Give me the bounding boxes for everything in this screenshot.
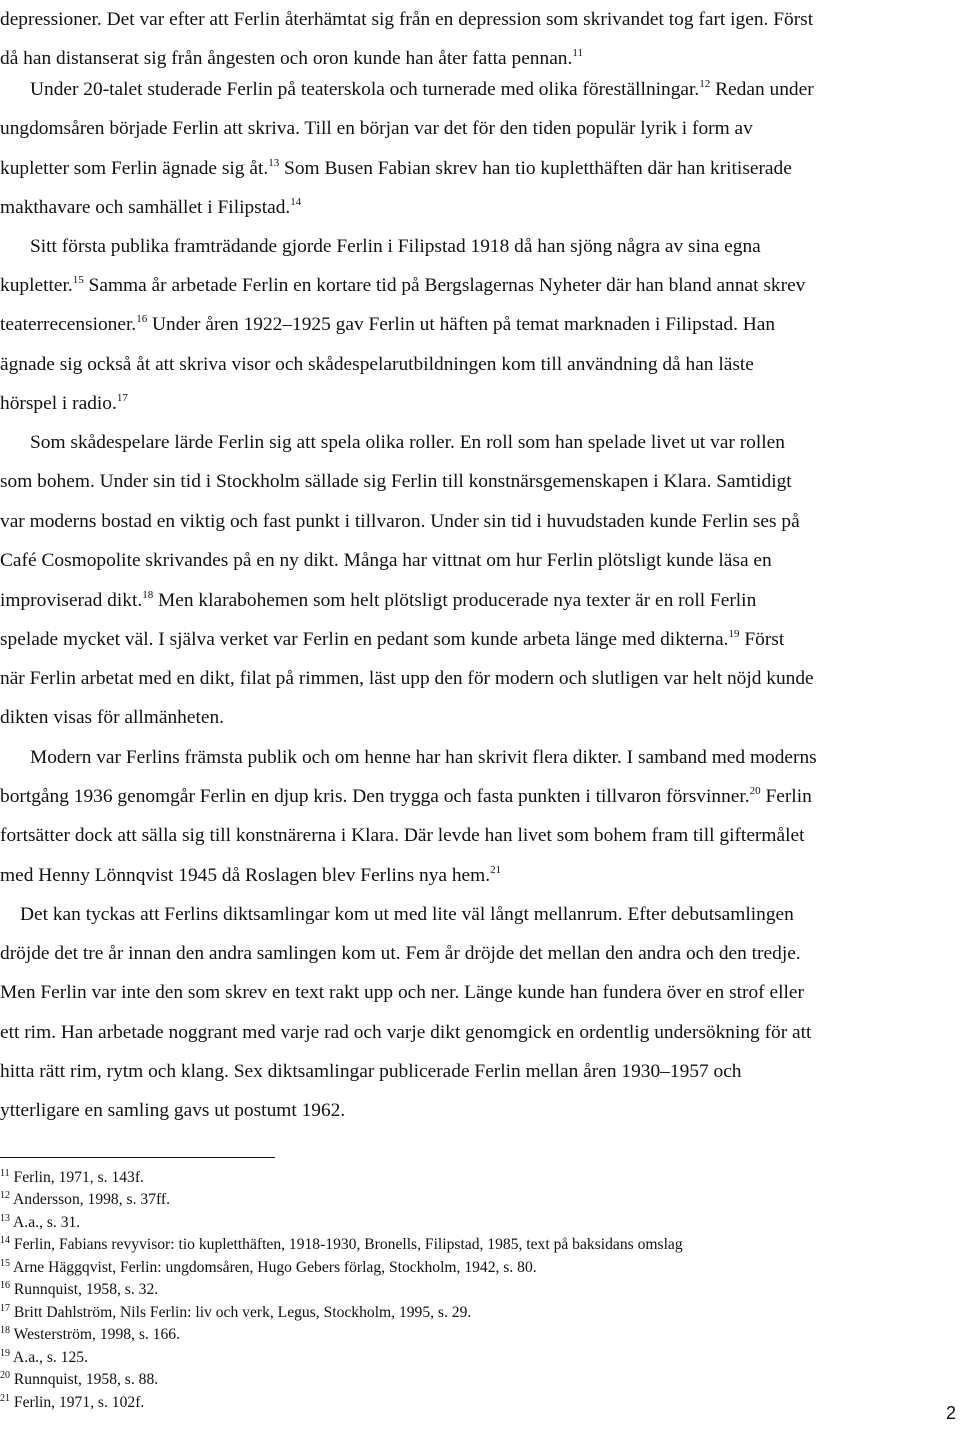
- footnote: $^{20}$ Runnquist, 1958, s. 88.: [0, 1370, 159, 1388]
- footnote: $^{18}$ Westerström, 1998, s. 166.: [0, 1325, 180, 1343]
- text-line: hitta rätt rim, rytm och klang. Sex diktsamlingar publicerade Ferlin mellan åren 1930–1957 och: [0, 1061, 742, 1082]
- text-line: hörspel i radio.$^{17}$: [0, 392, 128, 414]
- text-line: makthavare och samhället i Filipstad.$^{14}$: [0, 196, 302, 218]
- text-line: fortsätter dock att sälla sig till konstnärerna i Klara. Där levde han livet som bohem fram till giftermålet: [0, 825, 805, 846]
- footnote: $^{21}$ Ferlin, 1971, s. 102f.: [0, 1393, 145, 1411]
- text-line: improviserad dikt.$^{18}$ Men klarabohemen som helt plötsligt producerade nya texter är en roll Ferlin: [0, 589, 757, 611]
- footnote: $^{11}$ Ferlin, 1971, s. 143f.: [0, 1168, 144, 1186]
- text-line: när Ferlin arbetat med en dikt, filat på rimmen, läst upp den för modern och slutligen var helt nöjd kunde: [0, 668, 814, 689]
- footnote-separator: [0, 1157, 275, 1158]
- text-line: dröjde det tre år innan den andra samlingen kom ut. Fem år dröjde det mellan den andra och den tredje.: [0, 943, 801, 964]
- text-line: Under 20-talet studerade Ferlin på teaterskola och turnerade med olika föreställningar.$^{12}$ Redan under: [30, 78, 814, 100]
- text-line: var moderns bostad en viktig och fast punkt i tillvaron. Under sin tid i huvudstaden kunde Ferlin ses på: [0, 511, 800, 532]
- footnote-ref: 14: [290, 196, 302, 208]
- text-line: Det kan tyckas att Ferlins diktsamlingar kom ut med lite väl långt mellanrum. Efter debutsamlingen: [20, 904, 794, 925]
- text-line: spelade mycket väl. I själva verket var Ferlin en pedant som kunde arbeta länge med dikterna.$^{19}$ Först: [0, 628, 785, 650]
- footnote: $^{19}$ A.a., s. 125.: [0, 1348, 88, 1366]
- footnote: $^{15}$ Arne Häggqvist, Ferlin: ungdomsåren, Hugo Gebers förlag, Stockholm, 1942, s. 80.: [0, 1258, 537, 1276]
- text-line: teaterrecensioner.$^{16}$ Under åren 1922–1925 gav Ferlin ut häften på temat marknaden i Filipstad. Han: [0, 313, 776, 335]
- footnote-ref: 17: [116, 392, 128, 404]
- footnote-ref: 16: [136, 313, 148, 325]
- text-line: som bohem. Under sin tid i Stockholm sällade sig Ferlin till konstnärsgemenskapen i Klara. Samtidigt: [0, 471, 792, 492]
- text-line: kupletter som Ferlin ägnade sig åt.$^{13}$ Som Busen Fabian skrev han tio kupletthäften där han kritiserade: [0, 157, 792, 179]
- footnote-ref: 12: [699, 78, 711, 90]
- text-line: bortgång 1936 genomgår Ferlin en djup kris. Den trygga och fasta punkten i tillvaron försvinner.$^{20}$ Ferlin: [0, 785, 812, 807]
- footnote-ref: 19: [728, 628, 740, 640]
- text-line: ett rim. Han arbetade noggrant med varje rad och varje dikt genomgick en ordentlig undersökning för att: [0, 1022, 812, 1043]
- footnote-ref: 11: [572, 47, 583, 59]
- footnote-ref: 15: [72, 274, 84, 286]
- footnote-ref: 13: [268, 157, 280, 169]
- footnote-ref: 18: [142, 589, 154, 601]
- footnote: $^{17}$ Britt Dahlström, Nils Ferlin: liv och verk, Legus, Stockholm, 1995, s. 29.: [0, 1303, 472, 1321]
- footnote-ref: 21: [490, 864, 502, 876]
- page-number: 2: [945, 1403, 956, 1423]
- text-line: Som skådespelare lärde Ferlin sig att spela olika roller. En roll som han spelade livet ut var rollen: [30, 432, 785, 453]
- footnote: $^{14}$ Ferlin, Fabians revyvisor: tio kupletthäften, 1918-1930, Bronells, Filipstad, 1985, text på baksidans omslag: [0, 1235, 683, 1253]
- text-line: ungdomsåren började Ferlin att skriva. Till en början var det för den tiden populär lyrik i form av: [0, 118, 753, 139]
- text-line: depressioner. Det var efter att Ferlin återhämtat sig från en depression som skrivandet tog fart igen. Först: [0, 9, 814, 30]
- text-line: Sitt första publika framträdande gjorde Ferlin i Filipstad 1918 då han sjöng några av sina egna: [30, 236, 761, 257]
- text-line: kupletter.$^{15}$ Samma år arbetade Ferlin en kortare tid på Bergslagernas Nyheter där han bland annat skrev: [0, 274, 806, 296]
- text-line: då han distanserat sig från ångesten och oron kunde han åter fatta pennan.$^{11}$: [0, 47, 583, 69]
- text-line: med Henny Lönnqvist 1945 då Roslagen blev Ferlins nya hem.$^{21}$: [0, 864, 502, 886]
- text-line: Men Ferlin var inte den som skrev en text rakt upp och ner. Länge kunde han fundera över en strof eller: [0, 982, 804, 1003]
- footnote-ref: 20: [749, 785, 761, 797]
- text-line: Modern var Ferlins främsta publik och om henne har han skrivit flera dikter. I samband med moderns: [30, 747, 817, 768]
- text-line: ytterligare en samling gavs ut postumt 1962.: [0, 1100, 346, 1121]
- footnote: $^{16}$ Runnquist, 1958, s. 32.: [0, 1280, 159, 1298]
- footnote: $^{13}$ A.a., s. 31.: [0, 1213, 81, 1231]
- text-line: dikten visas för allmänheten.: [0, 707, 225, 728]
- text-line: ägnade sig också åt att skriva visor och skådespelarutbildningen kom till användning då han läste: [0, 354, 754, 375]
- footnote: $^{12}$ Andersson, 1998, s. 37ff.: [0, 1190, 170, 1208]
- text-line: Café Cosmopolite skrivandes på en ny dikt. Många har vittnat om hur Ferlin plötsligt kunde läsa en: [0, 550, 772, 571]
